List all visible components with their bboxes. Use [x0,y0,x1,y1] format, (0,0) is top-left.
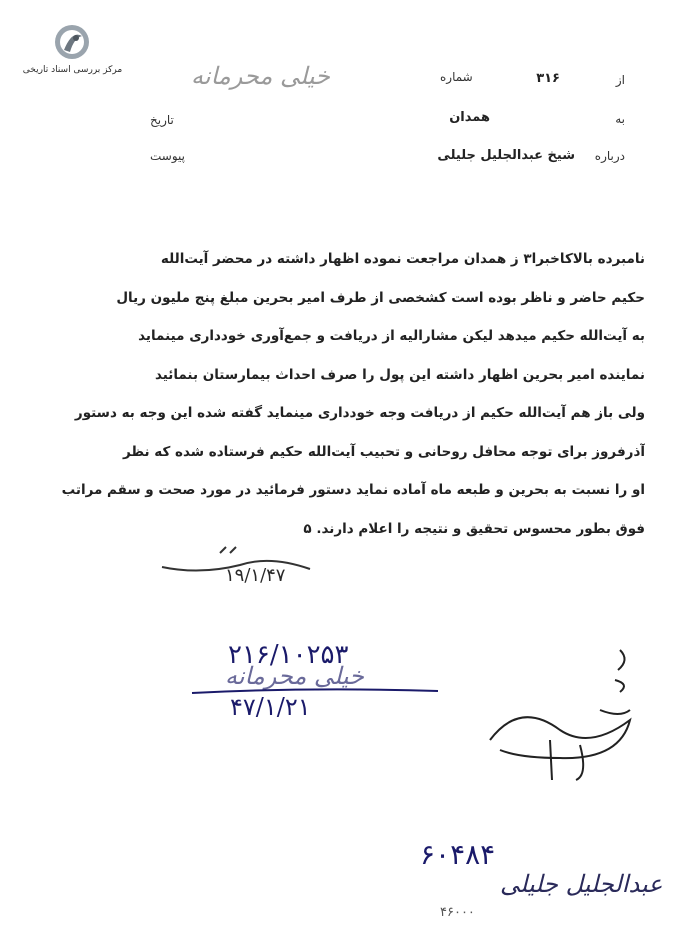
underline-stroke [190,685,440,699]
subject-label: درباره [594,149,625,163]
number-label: شماره [440,70,473,84]
letter-body [45,240,645,548]
attachment-label: پیوست [150,149,185,163]
body-line: او را نسبت به بحرین و طبعه ماه آماده نماید دستور فرمائید در مورد صحت و سقم مراتب [61,482,645,498]
to-label: به [615,112,625,126]
confidential-note: خیلی محرمانه [225,662,364,690]
initials-signature [480,640,640,790]
body-line: آذرفروز برای توجه محافل روحانی و تحبیب آیت‌الله حکیم فرستاده شده که نظر [122,443,645,460]
subject-value: شیخ عبدالجلیل جلیلی [437,148,575,163]
to-value: همدان [449,110,490,125]
body-line: فوق بطور محسوس تحقیق و نتیجه را اعلام دارند. ۵ [303,520,645,537]
handwritten-number: خیلی محرمانه [191,62,330,90]
from-label: از [615,73,625,87]
body-line: نماینده امیر بحرین اظهار داشته این پول را صرف احداث بیمارستان بنمائید [154,366,645,383]
date-label: تاریخ [150,113,174,127]
footer-number: ۴۶۰۰۰ [440,905,475,920]
signature-date: ۱۹/۱/۴۷ [225,565,286,586]
body-line: به آیت‌الله حکیم میدهد لیکن مشارالیه از دریافت و جمع‌آوری خودداری مینماید [138,328,645,344]
body-line: ولی باز هم آیت‌الله حکیم از دریافت وجه خودداری مینماید گفته شده این وجه به دستور [74,405,645,421]
body-line: حکیم حاضر و ناظر بوده است کشخصی از طرف امیر بحرین مبلغ پنج ملیون ریال [116,289,645,306]
name-bottom: عبدالجلیل جلیلی [500,870,663,898]
date-bottom: ۴۷/۱/۲۱ [230,693,311,721]
number-bottom: ۶۰۴۸۴ [420,838,496,871]
reference-number: ۲۱۶/۱۰۲۵۳ [228,640,349,670]
from-value: ۳۱۶ [536,71,560,86]
archive-logo-text: مرکز بررسی اسناد تاریخی [22,65,123,75]
archive-emblem-icon [52,22,92,62]
body-line: نامبرده بالاکاخبرا۳ ز همدان مراجعت نموده اظهار داشته در محضر آیت‌الله [160,251,645,267]
archive-logo [20,22,125,82]
